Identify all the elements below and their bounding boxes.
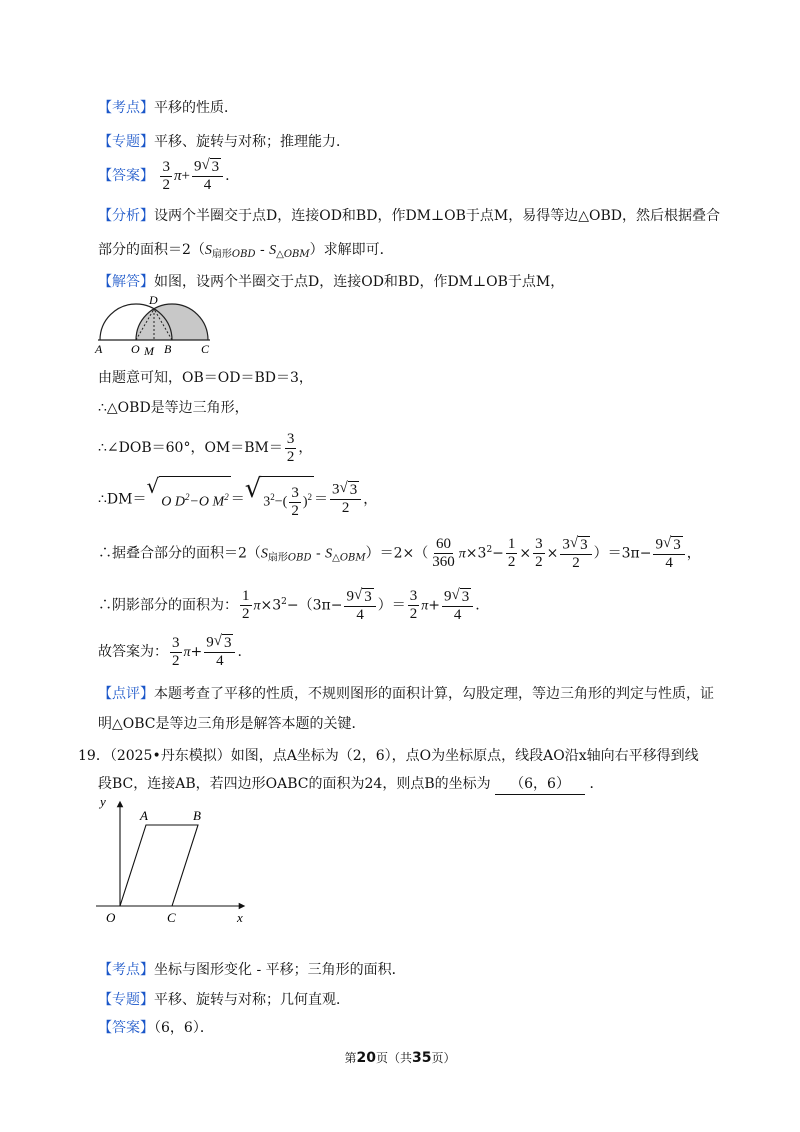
label-o: O	[131, 342, 140, 356]
q19-daan-row	[98, 1018, 214, 1038]
step-2: ∴△OBD是等边三角形，	[98, 400, 249, 416]
label-y: y	[100, 798, 106, 809]
footer-suffix: 页）	[431, 1051, 456, 1065]
gu-text: 故答案为：	[98, 644, 168, 660]
zhuanti-row	[98, 132, 350, 152]
kaodian-text: 平移的性质．	[154, 100, 238, 116]
dianping-row-1	[98, 684, 714, 704]
zhuanti-tag: 【专题】	[98, 134, 154, 150]
label-x: x	[237, 910, 243, 925]
gu-row: 故答案为： $\frac{3}{2}$ π+ 9 √ 3 4 .	[98, 633, 242, 669]
dianping-row-2: 明△OBC是等边三角形是解答本题的关键．	[98, 716, 366, 732]
step-4: ∴DM＝ √ O $D^2-O$ $M^2$ ＝ √ $3^2-$( $\frac{3}{2}$ )$^2$ ＝ 3 √ 3 2 ，	[98, 476, 377, 523]
label-a: A	[140, 808, 148, 823]
jieda-tag: 【解答】	[98, 274, 154, 290]
parallelogram-oabc	[120, 825, 198, 906]
fenxi-row-1	[98, 206, 720, 226]
step-3-text: ∴∠DOB＝60°，OM＝BM＝	[98, 440, 283, 456]
step-6-text: ∴阴影部分的面积为：	[98, 597, 238, 614]
footer-mid: 页（共	[375, 1051, 412, 1065]
q19-daan-tag: 【答案】	[98, 1020, 154, 1036]
label-b: B	[164, 342, 172, 356]
q19-stem-end: ．	[589, 776, 604, 792]
step-1: 由题意可知，OB＝OD＝BD＝3，	[98, 370, 313, 386]
fenxi-text-2b: ）求解即可．	[309, 242, 394, 258]
q19-kaodian-text: 坐标与图形变化 - 平移；三角形的面积．	[154, 962, 406, 978]
q19-stem-2-text: 段BC，连接AB，若四边形OABC的面积为24，则点B的坐标为	[98, 776, 491, 792]
q19-kaodian-tag: 【考点】	[98, 962, 154, 978]
step-6: ∴阴影部分的面积为： $\frac{1}{2}$ $\pi\times 3^2-(3\pi-$ 9 √ 3 4 ）＝ $\frac{3}{2}$ π+ 9 √ 3 4 .	[98, 586, 480, 623]
kaodian-tag: 【考点】	[98, 100, 154, 116]
q19-kaodian-row	[98, 960, 406, 980]
daan-row: 【答案】 $\frac{3}{2}$ π+ 9 √ 3 4 .	[98, 157, 230, 193]
q19-zhuanti-text: 平移、旋转与对称；几何直观．	[154, 992, 350, 1008]
label-m: M	[144, 344, 154, 358]
q19-stem-2	[98, 774, 604, 795]
page-footer	[0, 1049, 800, 1066]
label-o: O	[106, 910, 116, 925]
fenxi-text-1: 设两个半圈交于点D，连接OD和BD，作DM⊥OB于点M，易得等边△OBD，然后根据叠合	[154, 208, 721, 224]
page-number: 20	[356, 1050, 376, 1066]
fenxi-row-2: 部分的面积$=2(S_{扇形OBD} - S_{\triangle OBM})$求解即可．	[98, 242, 394, 260]
answer-frac-9sqrt3-4: 9 √ 3 4	[192, 158, 223, 194]
footer-prefix: 第	[344, 1051, 357, 1065]
label-d: D	[149, 293, 158, 307]
fenxi-text-2a: 部分的面积＝2（	[98, 242, 205, 258]
label-a: A	[95, 342, 103, 356]
step-4-text: ∴DM＝	[98, 491, 147, 508]
kaodian-row	[98, 98, 238, 118]
step-3: ∴∠DOB＝60°，OM＝BM＝ $\frac{3}{2}$ ，	[98, 430, 313, 465]
total-pages: 35	[412, 1050, 432, 1066]
step-5-text: ∴据叠合部分的面积＝2（	[98, 545, 261, 562]
label-c: C	[167, 910, 176, 925]
daan-tag: 【答案】	[98, 168, 154, 184]
step-5: ∴据叠合部分的面积$=2(S_{扇形OBD} - S_{\triangle OBM})=2\times$（ $\frac{60}{360}$ $\pi\times 3^2-$ $\frac{1}{2}$ × $\frac{3}{2}$ × 3 √ 3 2 ）＝3π− 9 √ 3 4 ，	[98, 534, 701, 571]
q19-zhuanti-tag: 【专题】	[98, 992, 154, 1008]
answer-frac-3-2: $\frac{3}{2}$	[162, 158, 170, 193]
dianping-text-1: 本题考查了平移的性质，不规则图形的面积计算，勾股定理，等边三角形的判定与性质，证	[154, 686, 714, 702]
label-b: B	[193, 808, 201, 823]
zhuanti-text: 平移、旋转与对称；推理能力．	[154, 134, 350, 150]
jieda-row	[98, 272, 564, 292]
fenxi-tag: 【分析】	[98, 208, 154, 224]
q19-daan-text: （6，6）．	[154, 1020, 214, 1036]
q19-zhuanti-row	[98, 990, 350, 1010]
q19-answer-blank: （6，6）	[495, 774, 585, 795]
parallelogram-figure	[92, 798, 252, 928]
semicircle-figure	[92, 292, 217, 360]
q19-stem-1: 19．（2025•丹东模拟）如图，点A坐标为（2，6），点O为坐标原点，线段AO沿x轴向右平移得到线	[78, 748, 699, 764]
dianping-tag: 【点评】	[98, 686, 154, 702]
label-c: C	[201, 342, 210, 356]
jieda-text: 如图，设两个半圈交于点D，连接OD和BD，作DM⊥OB于点M，	[154, 274, 565, 290]
